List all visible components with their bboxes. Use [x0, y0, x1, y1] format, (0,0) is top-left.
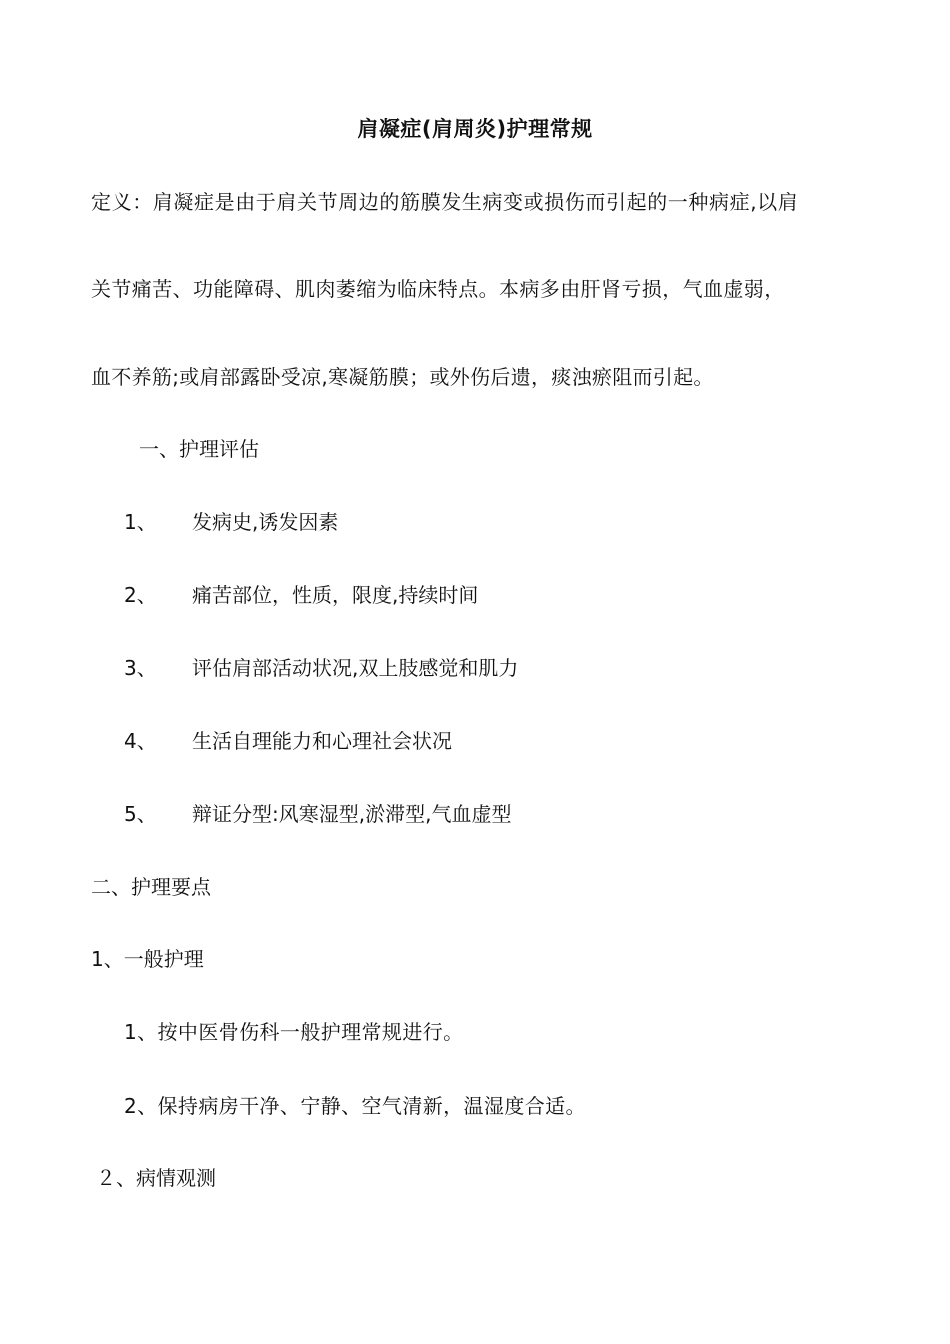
list-item [124, 579, 478, 608]
general-care-item-2: 2、保持病房干净、宁静、空气清新，温湿度合适。 [124, 1094, 586, 1118]
general-care-item-1: 1、按中医骨伤科一般护理常规进行。 [124, 1020, 464, 1044]
list-item-number: 4、 [124, 729, 157, 753]
list-item-number: 1、 [124, 510, 157, 534]
list-item [124, 798, 511, 827]
list-item-text: 痛苦部位，性质，限度,持续时间 [192, 583, 479, 607]
definition-line-1: 定义：肩凝症是由于肩关节周边的筋膜发生病变或损伤而引起的一种病症,以肩 [91, 190, 799, 214]
list-item-text: 发病史,诱发因素 [192, 510, 339, 534]
section-heading-assessment: 一、护理评估 [139, 437, 259, 461]
list-item-number: 2、 [124, 583, 157, 607]
list-item-number: 5、 [124, 802, 157, 826]
list-item [124, 652, 518, 681]
definition-line-3: 血不养筋;或肩部露卧受凉,寒凝筋膜；或外伤后遗，痰浊瘀阻而引起。 [91, 365, 714, 389]
document-title: 肩凝症(肩周炎)护理常规 [357, 117, 593, 141]
list-item-text: 评估肩部活动状况,双上肢感觉和肌力 [192, 656, 519, 680]
section-heading-nursing-points: 二、护理要点 [91, 875, 211, 899]
list-item-text: 辩证分型:风寒湿型,淤滞型,气血虚型 [192, 802, 512, 826]
list-item-number: 3、 [124, 656, 157, 680]
list-item-text: 生活自理能力和心理社会状况 [192, 729, 452, 753]
subsection-heading-observation: ２、病情观测 [96, 1166, 216, 1190]
list-item [124, 506, 338, 535]
list-item [124, 725, 452, 754]
definition-line-2: 关节痛苦、功能障碍、肌肉萎缩为临床特点。本病多由肝肾亏损，气血虚弱， [91, 277, 785, 301]
subsection-heading-general-care: 1、一般护理 [91, 947, 204, 971]
